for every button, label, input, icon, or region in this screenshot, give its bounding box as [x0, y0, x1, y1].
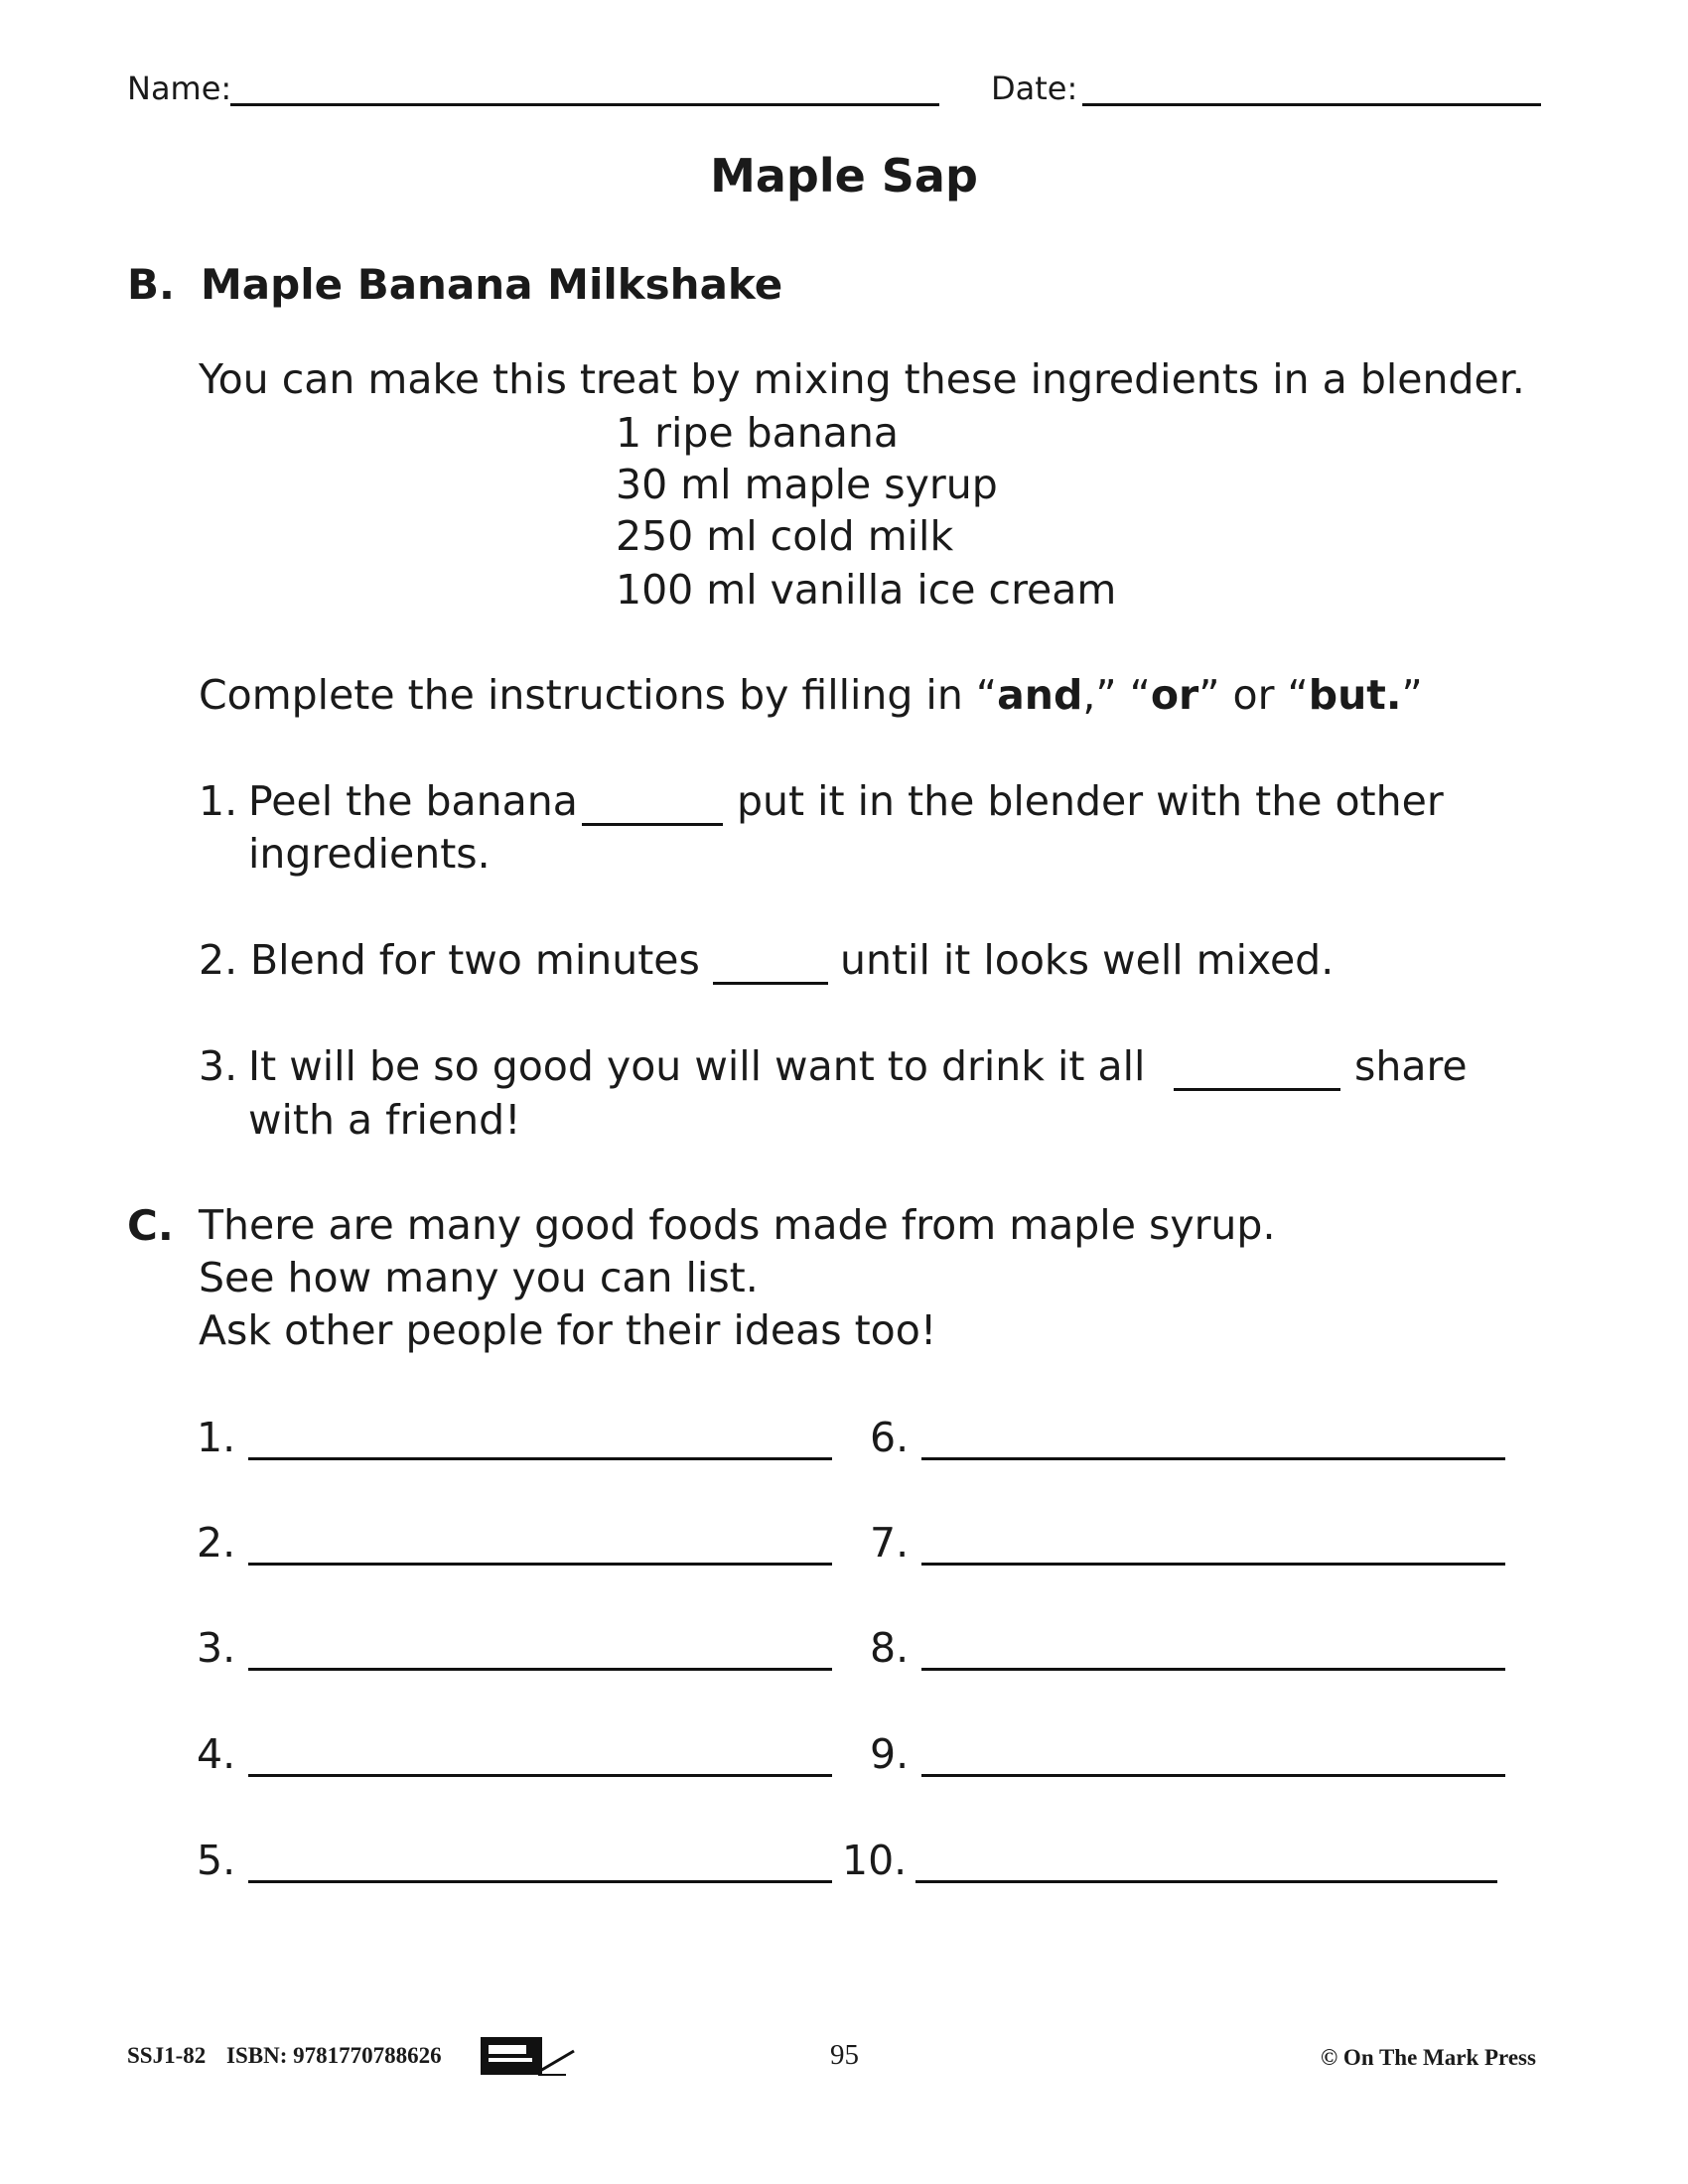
- list-line-9[interactable]: [921, 1774, 1505, 1777]
- section-c-line-3: Ask other people for their ideas too!: [199, 1306, 937, 1354]
- item-2-number: 2.: [199, 936, 238, 984]
- fill-in-directions: Complete the instructions by filling in “and,” “or” or “but.”: [199, 671, 1423, 719]
- ingredient-3: 250 ml cold milk: [616, 512, 954, 560]
- date-label: Date:: [991, 69, 1078, 107]
- item-1-blank[interactable]: [582, 823, 723, 826]
- section-b-heading: Maple Banana Milkshake: [201, 260, 783, 309]
- list-line-1[interactable]: [248, 1457, 832, 1460]
- item-3-text-c: with a friend!: [248, 1096, 521, 1144]
- list-number-2: 2.: [197, 1519, 236, 1567]
- list-line-5[interactable]: [248, 1880, 832, 1883]
- list-line-2[interactable]: [248, 1563, 832, 1566]
- item-2-text-b: until it looks well mixed.: [840, 936, 1335, 984]
- name-field[interactable]: [230, 103, 939, 106]
- page-number: 95: [830, 2039, 859, 2071]
- list-line-10[interactable]: [915, 1880, 1497, 1883]
- item-3-text-a: It will be so good you will want to drink it all: [248, 1042, 1146, 1090]
- word-and: and: [997, 671, 1083, 719]
- ingredient-1: 1 ripe banana: [616, 409, 900, 457]
- list-number-4: 4.: [197, 1730, 236, 1778]
- list-number-8: 8.: [870, 1624, 910, 1672]
- item-3-number: 3.: [199, 1042, 238, 1090]
- list-line-8[interactable]: [921, 1668, 1505, 1671]
- section-c-letter: C.: [127, 1201, 174, 1250]
- item-3-blank[interactable]: [1174, 1088, 1340, 1091]
- name-label: Name:: [127, 69, 232, 107]
- item-1-text-a: Peel the banana: [248, 777, 578, 825]
- item-1-number: 1.: [199, 777, 238, 825]
- word-or: or: [1150, 671, 1199, 719]
- list-number-9: 9.: [870, 1730, 910, 1778]
- item-2-blank[interactable]: [713, 982, 828, 985]
- section-b-intro: You can make this treat by mixing these ingredients in a blender.: [199, 355, 1525, 403]
- footer-code: SSJ1-82: [127, 2043, 207, 2068]
- word-but: but.: [1308, 671, 1402, 719]
- item-3-text-b: share: [1354, 1042, 1468, 1090]
- footer-copyright: © On The Mark Press: [1321, 2045, 1536, 2070]
- item-1-text-c: ingredients.: [248, 830, 491, 878]
- list-line-4[interactable]: [248, 1774, 832, 1777]
- item-1-text-b: put it in the blender with the other: [737, 777, 1444, 825]
- list-line-3[interactable]: [248, 1668, 832, 1671]
- list-number-1: 1.: [197, 1414, 236, 1461]
- section-c-line-2: See how many you can list.: [199, 1254, 759, 1301]
- list-line-7[interactable]: [921, 1563, 1505, 1566]
- section-b-letter: B.: [127, 260, 175, 309]
- item-2-text-a: Blend for two minutes: [250, 936, 700, 984]
- section-c-line-1: There are many good foods made from maple syrup.: [199, 1201, 1276, 1249]
- list-line-6[interactable]: [921, 1457, 1505, 1460]
- list-number-3: 3.: [197, 1624, 236, 1672]
- ingredient-2: 30 ml maple syrup: [616, 461, 998, 508]
- list-number-10: 10.: [842, 1837, 908, 1884]
- list-number-6: 6.: [870, 1414, 910, 1461]
- date-field[interactable]: [1082, 103, 1541, 106]
- footer-isbn: ISBN: 9781770788626: [226, 2043, 442, 2068]
- page-title: Maple Sap: [710, 149, 978, 203]
- list-number-5: 5.: [197, 1837, 236, 1884]
- list-number-7: 7.: [870, 1519, 910, 1567]
- cash-register-icon: [479, 2031, 578, 2083]
- ingredient-4: 100 ml vanilla ice cream: [616, 566, 1117, 614]
